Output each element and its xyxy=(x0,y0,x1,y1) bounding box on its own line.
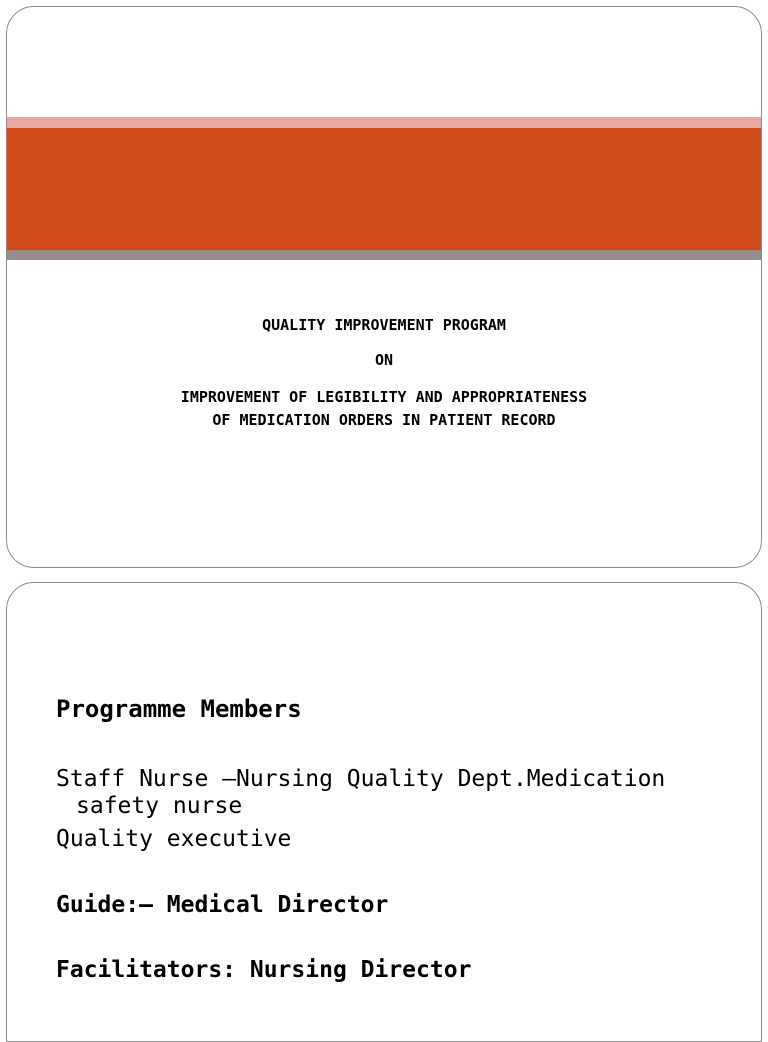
accent-band-light xyxy=(7,117,761,128)
title-slide xyxy=(6,6,762,568)
slide-title-line-2: ON xyxy=(374,351,394,369)
accent-band-orange xyxy=(7,128,761,250)
facilitators-line: Facilitators: Nursing Director xyxy=(56,957,472,983)
slide-title-line-3: IMPROVEMENT OF LEGIBILITY AND APPROPRIATENESS xyxy=(180,388,588,406)
guide-line: Guide:– Medical Director xyxy=(56,892,389,918)
members-slide xyxy=(6,582,762,1042)
accent-band-grey xyxy=(7,250,761,260)
slide-title-line-1: QUALITY IMPROVEMENT PROGRAM xyxy=(262,316,506,334)
member-item: Quality executive xyxy=(56,826,292,852)
slide-title-subject xyxy=(7,386,761,432)
member-item: Staff Nurse –Nursing Quality Dept.Medication safety nurse xyxy=(56,766,666,819)
members-heading: Programme Members xyxy=(56,695,302,723)
slide-title-line-4: OF MEDICATION ORDERS IN PATIENT RECORD xyxy=(212,411,556,429)
